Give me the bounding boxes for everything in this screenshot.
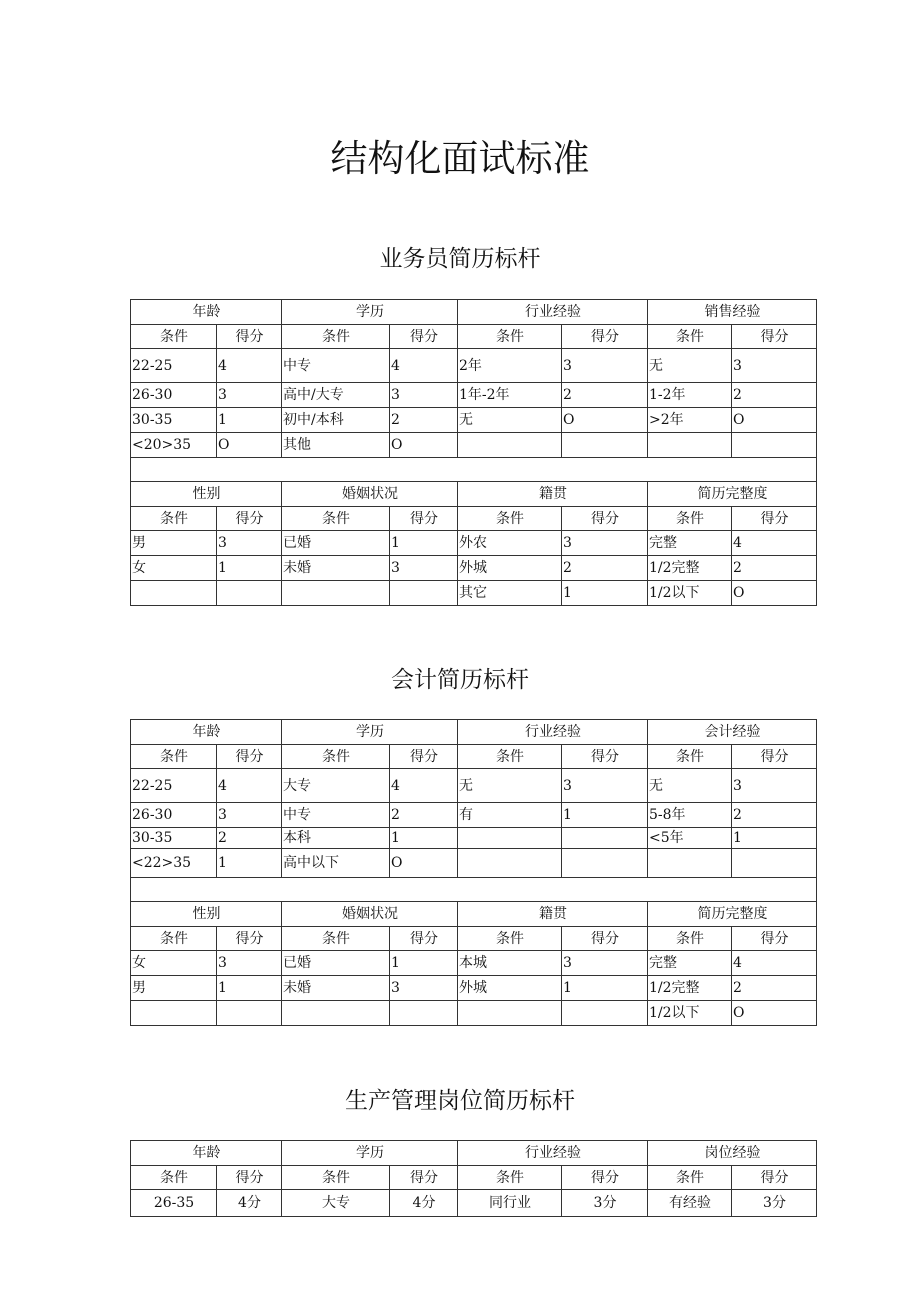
condition-header: 条件 bbox=[648, 507, 732, 531]
condition-cell: 初中/本科 bbox=[282, 408, 390, 433]
criteria-table bbox=[130, 299, 817, 606]
condition-cell: 女 bbox=[131, 556, 217, 581]
score-cell: 4 bbox=[217, 769, 282, 803]
condition-header: 条件 bbox=[458, 927, 562, 951]
score-header: 得分 bbox=[732, 927, 817, 951]
condition-cell: 无 bbox=[458, 408, 562, 433]
score-cell: 2 bbox=[390, 803, 458, 828]
group-header-row bbox=[131, 902, 817, 927]
condition-cell: 1/2完整 bbox=[648, 976, 732, 1001]
condition-cell: 男 bbox=[131, 976, 217, 1001]
condition-cell: 其它 bbox=[458, 581, 562, 606]
category-header: 学历 bbox=[282, 1141, 458, 1166]
condition-cell: 无 bbox=[458, 769, 562, 803]
condition-header: 条件 bbox=[648, 745, 732, 769]
condition-cell: 有 bbox=[458, 803, 562, 828]
score-cell: 3 bbox=[732, 769, 817, 803]
condition-header: 条件 bbox=[131, 325, 217, 349]
score-cell: 3 bbox=[732, 349, 817, 383]
score-header: 得分 bbox=[732, 1166, 817, 1190]
score-cell: O bbox=[562, 408, 648, 433]
score-cell: 2 bbox=[390, 408, 458, 433]
condition-cell: 无 bbox=[648, 769, 732, 803]
category-header: 年龄 bbox=[131, 720, 282, 745]
category-header: 学历 bbox=[282, 300, 458, 325]
table-row bbox=[131, 1190, 817, 1217]
score-cell: 3分 bbox=[732, 1190, 817, 1217]
category-header: 简历完整度 bbox=[648, 482, 817, 507]
score-cell: 2 bbox=[217, 828, 282, 849]
condition-cell: 已婚 bbox=[282, 951, 390, 976]
score-cell: 3 bbox=[390, 383, 458, 408]
table-row bbox=[131, 769, 817, 803]
category-header: 会计经验 bbox=[648, 720, 817, 745]
condition-cell: 26-35 bbox=[131, 1190, 217, 1217]
condition-cell bbox=[131, 1001, 217, 1026]
condition-cell: 22-25 bbox=[131, 349, 217, 383]
group-header-row bbox=[131, 1141, 817, 1166]
condition-cell: 1/2完整 bbox=[648, 556, 732, 581]
condition-cell: <22>35 bbox=[131, 849, 217, 878]
score-cell bbox=[390, 581, 458, 606]
category-header: 行业经验 bbox=[458, 1141, 648, 1166]
category-header: 行业经验 bbox=[458, 300, 648, 325]
condition-header: 条件 bbox=[282, 1166, 390, 1190]
spacer-cell bbox=[131, 458, 817, 482]
category-header: 销售经验 bbox=[648, 300, 817, 325]
condition-cell: 22-25 bbox=[131, 769, 217, 803]
condition-cell: 未婚 bbox=[282, 976, 390, 1001]
score-cell bbox=[562, 1001, 648, 1026]
score-cell: 3 bbox=[217, 383, 282, 408]
category-header: 籍贯 bbox=[458, 902, 648, 927]
condition-cell: 外城 bbox=[458, 556, 562, 581]
score-cell: 1 bbox=[732, 828, 817, 849]
score-cell: 4分 bbox=[390, 1190, 458, 1217]
condition-header: 条件 bbox=[282, 325, 390, 349]
table-row bbox=[131, 433, 817, 458]
condition-header: 条件 bbox=[282, 927, 390, 951]
score-cell: 2 bbox=[562, 556, 648, 581]
condition-cell: 26-30 bbox=[131, 803, 217, 828]
score-header: 得分 bbox=[562, 1166, 648, 1190]
score-cell bbox=[217, 581, 282, 606]
score-cell bbox=[732, 849, 817, 878]
condition-cell bbox=[458, 828, 562, 849]
score-cell: 3 bbox=[390, 556, 458, 581]
table-row bbox=[131, 803, 817, 828]
condition-cell: 本城 bbox=[458, 951, 562, 976]
condition-cell: 中专 bbox=[282, 803, 390, 828]
condition-header: 条件 bbox=[282, 745, 390, 769]
condition-cell bbox=[648, 849, 732, 878]
condition-cell: 其他 bbox=[282, 433, 390, 458]
condition-header: 条件 bbox=[458, 1166, 562, 1190]
category-header: 籍贯 bbox=[458, 482, 648, 507]
condition-cell: 1/2以下 bbox=[648, 581, 732, 606]
condition-header: 条件 bbox=[131, 745, 217, 769]
score-cell: 1 bbox=[390, 951, 458, 976]
score-cell: 4分 bbox=[217, 1190, 282, 1217]
criteria-table bbox=[130, 1140, 817, 1217]
score-cell: 3 bbox=[217, 803, 282, 828]
category-header: 岗位经验 bbox=[648, 1141, 817, 1166]
table-row bbox=[131, 408, 817, 433]
score-cell: 4 bbox=[217, 349, 282, 383]
condition-cell: 同行业 bbox=[458, 1190, 562, 1217]
score-cell: 4 bbox=[390, 349, 458, 383]
group-header-row bbox=[131, 482, 817, 507]
score-header: 得分 bbox=[390, 745, 458, 769]
score-header: 得分 bbox=[732, 507, 817, 531]
score-header: 得分 bbox=[390, 927, 458, 951]
score-cell: 3 bbox=[390, 976, 458, 1001]
category-header: 学历 bbox=[282, 720, 458, 745]
condition-cell: 无 bbox=[648, 349, 732, 383]
condition-header: 条件 bbox=[131, 1166, 217, 1190]
condition-cell bbox=[282, 581, 390, 606]
score-cell: 1 bbox=[217, 408, 282, 433]
criteria-table bbox=[130, 719, 817, 1026]
score-cell: 1 bbox=[217, 556, 282, 581]
category-header: 婚姻状况 bbox=[282, 482, 458, 507]
condition-cell: 未婚 bbox=[282, 556, 390, 581]
score-cell: 3 bbox=[562, 531, 648, 556]
condition-header: 条件 bbox=[458, 745, 562, 769]
condition-cell: 有经验 bbox=[648, 1190, 732, 1217]
condition-cell: >2年 bbox=[648, 408, 732, 433]
score-cell: 4 bbox=[732, 531, 817, 556]
table-row bbox=[131, 828, 817, 849]
score-cell bbox=[562, 433, 648, 458]
score-cell bbox=[390, 1001, 458, 1026]
table-row bbox=[131, 556, 817, 581]
condition-header: 条件 bbox=[648, 1166, 732, 1190]
score-header: 得分 bbox=[217, 1166, 282, 1190]
score-cell: 3 bbox=[217, 531, 282, 556]
score-header: 得分 bbox=[732, 745, 817, 769]
sub-header-row bbox=[131, 927, 817, 951]
sub-header-row bbox=[131, 507, 817, 531]
score-cell: 2 bbox=[562, 383, 648, 408]
score-cell: 1 bbox=[217, 976, 282, 1001]
condition-cell: 高中/大专 bbox=[282, 383, 390, 408]
score-cell: 1 bbox=[562, 976, 648, 1001]
score-header: 得分 bbox=[217, 927, 282, 951]
score-header: 得分 bbox=[217, 745, 282, 769]
condition-cell: 完整 bbox=[648, 951, 732, 976]
table-row bbox=[131, 531, 817, 556]
score-cell: 1 bbox=[390, 828, 458, 849]
group-header-row bbox=[131, 720, 817, 745]
category-header: 年龄 bbox=[131, 300, 282, 325]
condition-cell bbox=[458, 1001, 562, 1026]
score-header: 得分 bbox=[562, 325, 648, 349]
score-cell: O bbox=[217, 433, 282, 458]
score-cell: 2 bbox=[732, 976, 817, 1001]
spacer-row bbox=[131, 878, 817, 902]
category-header: 年龄 bbox=[131, 1141, 282, 1166]
score-cell: 1 bbox=[390, 531, 458, 556]
condition-cell: 1/2以下 bbox=[648, 1001, 732, 1026]
condition-cell bbox=[458, 849, 562, 878]
section-title: 生产管理岗位简历标杆 bbox=[345, 1088, 575, 1114]
condition-cell: 30-35 bbox=[131, 408, 217, 433]
score-header: 得分 bbox=[217, 325, 282, 349]
score-cell: 1 bbox=[217, 849, 282, 878]
sub-header-row bbox=[131, 1166, 817, 1190]
table-row bbox=[131, 383, 817, 408]
condition-cell: 大专 bbox=[282, 1190, 390, 1217]
condition-cell: 完整 bbox=[648, 531, 732, 556]
score-cell bbox=[732, 433, 817, 458]
condition-cell: 1-2年 bbox=[648, 383, 732, 408]
condition-cell bbox=[458, 433, 562, 458]
table-row bbox=[131, 976, 817, 1001]
spacer-row bbox=[131, 458, 817, 482]
score-header: 得分 bbox=[390, 507, 458, 531]
score-cell: O bbox=[390, 433, 458, 458]
condition-cell: <5年 bbox=[648, 828, 732, 849]
score-cell: 2 bbox=[732, 383, 817, 408]
score-header: 得分 bbox=[217, 507, 282, 531]
score-cell: 1 bbox=[562, 581, 648, 606]
condition-cell: 大专 bbox=[282, 769, 390, 803]
score-cell: O bbox=[732, 1001, 817, 1026]
sub-header-row bbox=[131, 325, 817, 349]
condition-header: 条件 bbox=[131, 507, 217, 531]
score-cell: O bbox=[732, 581, 817, 606]
condition-cell: 30-35 bbox=[131, 828, 217, 849]
condition-cell: 本科 bbox=[282, 828, 390, 849]
table-row bbox=[131, 581, 817, 606]
condition-header: 条件 bbox=[282, 507, 390, 531]
score-cell: 3分 bbox=[562, 1190, 648, 1217]
score-cell: 3 bbox=[562, 769, 648, 803]
score-cell: 2 bbox=[732, 556, 817, 581]
condition-cell: 5-8年 bbox=[648, 803, 732, 828]
table-row bbox=[131, 1001, 817, 1026]
score-cell: O bbox=[732, 408, 817, 433]
score-header: 得分 bbox=[562, 927, 648, 951]
section-title: 会计简历标杆 bbox=[391, 667, 529, 693]
condition-cell bbox=[648, 433, 732, 458]
score-header: 得分 bbox=[390, 1166, 458, 1190]
condition-cell: 女 bbox=[131, 951, 217, 976]
condition-cell: <20>35 bbox=[131, 433, 217, 458]
score-header: 得分 bbox=[732, 325, 817, 349]
condition-cell bbox=[131, 581, 217, 606]
category-header: 性别 bbox=[131, 902, 282, 927]
condition-cell: 2年 bbox=[458, 349, 562, 383]
condition-cell: 高中以下 bbox=[282, 849, 390, 878]
condition-cell: 外城 bbox=[458, 976, 562, 1001]
score-cell: 1 bbox=[562, 803, 648, 828]
condition-header: 条件 bbox=[458, 507, 562, 531]
category-header: 简历完整度 bbox=[648, 902, 817, 927]
score-header: 得分 bbox=[390, 325, 458, 349]
condition-cell: 外农 bbox=[458, 531, 562, 556]
condition-cell: 1年-2年 bbox=[458, 383, 562, 408]
table-row bbox=[131, 849, 817, 878]
spacer-cell bbox=[131, 878, 817, 902]
condition-cell: 已婚 bbox=[282, 531, 390, 556]
condition-header: 条件 bbox=[648, 927, 732, 951]
condition-cell: 中专 bbox=[282, 349, 390, 383]
score-cell: 3 bbox=[217, 951, 282, 976]
condition-header: 条件 bbox=[458, 325, 562, 349]
sub-header-row bbox=[131, 745, 817, 769]
score-cell bbox=[217, 1001, 282, 1026]
section-title: 业务员简历标杆 bbox=[379, 246, 541, 272]
condition-cell: 男 bbox=[131, 531, 217, 556]
table-row bbox=[131, 951, 817, 976]
group-header-row bbox=[131, 300, 817, 325]
score-cell: 4 bbox=[390, 769, 458, 803]
score-cell: O bbox=[390, 849, 458, 878]
score-cell: 3 bbox=[562, 951, 648, 976]
condition-header: 条件 bbox=[648, 325, 732, 349]
condition-header: 条件 bbox=[131, 927, 217, 951]
score-header: 得分 bbox=[562, 745, 648, 769]
category-header: 性别 bbox=[131, 482, 282, 507]
category-header: 婚姻状况 bbox=[282, 902, 458, 927]
score-cell bbox=[562, 849, 648, 878]
condition-cell: 26-30 bbox=[131, 383, 217, 408]
condition-cell bbox=[282, 1001, 390, 1026]
score-cell: 2 bbox=[732, 803, 817, 828]
score-cell: 3 bbox=[562, 349, 648, 383]
score-cell: 4 bbox=[732, 951, 817, 976]
score-header: 得分 bbox=[562, 507, 648, 531]
category-header: 行业经验 bbox=[458, 720, 648, 745]
table-row bbox=[131, 349, 817, 383]
score-cell bbox=[562, 828, 648, 849]
document-title: 结构化面试标准 bbox=[330, 137, 590, 180]
